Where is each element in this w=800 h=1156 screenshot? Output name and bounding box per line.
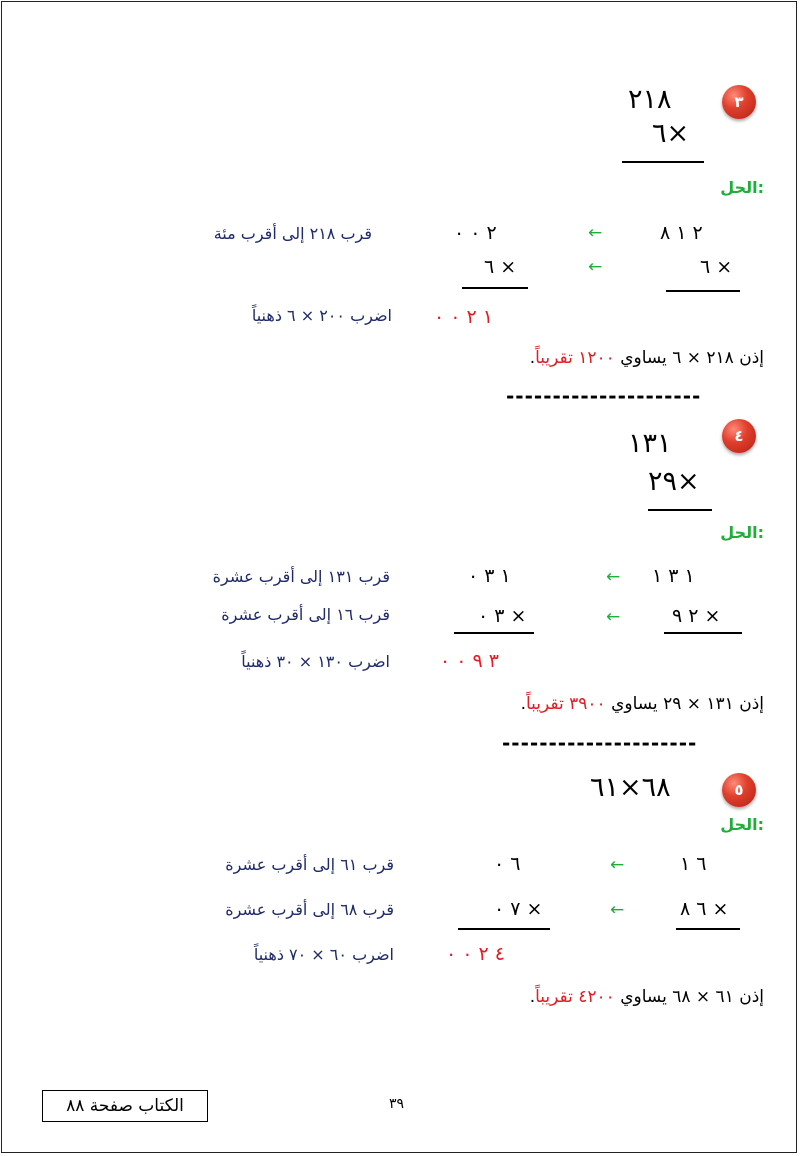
p5-underline-rounded bbox=[458, 928, 550, 930]
p4-conclusion-value: ٣٩٠٠ تقريباً bbox=[525, 694, 606, 714]
solution-label-3: الحل: bbox=[720, 178, 764, 197]
p5-conclusion-end: . bbox=[529, 987, 536, 1007]
p3-conclusion-end: . bbox=[529, 348, 536, 368]
problem-4-multiplier: ٢٩× bbox=[648, 466, 700, 497]
p3-underline-orig bbox=[666, 290, 740, 292]
p4-rounded-1: ١ ٣ ٠ bbox=[468, 565, 511, 587]
p3-round-text-1: قرب ٢١٨ إلى أقرب مئة bbox=[213, 224, 372, 243]
separator-2: --------------------- bbox=[502, 731, 698, 755]
problem-4-number: ٤ bbox=[734, 427, 744, 445]
p4-product-text: اضرب ١٣٠ × ٣٠ ذهنياً bbox=[241, 652, 390, 671]
p5-conclusion bbox=[530, 987, 764, 1007]
p4-underline-orig bbox=[664, 632, 742, 634]
arrow-icon: ← bbox=[606, 607, 621, 627]
p5-product-text: اضرب ٦٠ × ٧٠ ذهنياً bbox=[253, 945, 394, 964]
p4-underline-rounded bbox=[454, 632, 534, 634]
p5-rounded-2: ٧ ٠ × bbox=[494, 898, 543, 920]
p3-original-1: ٢ ١ ٨ bbox=[660, 222, 703, 244]
p3-rounded-1: ٢ ٠ ٠ bbox=[454, 222, 497, 244]
p5-product: ٤ ٢ ٠ ٠ bbox=[446, 943, 506, 965]
p5-rounded-1: ٦ ٠ bbox=[494, 853, 521, 875]
p5-underline-orig bbox=[676, 928, 740, 930]
page-number: ٣٩ bbox=[389, 1096, 405, 1112]
p3-conclusion bbox=[530, 348, 764, 368]
p3-original-2: ٦ × bbox=[700, 256, 733, 278]
problem-4-badge bbox=[722, 419, 756, 453]
p3-underline-rounded bbox=[462, 287, 528, 289]
p4-original-2: ٢ ٩ × bbox=[672, 605, 721, 627]
p3-conclusion-value: ١٢٠٠ تقريباً bbox=[535, 348, 615, 368]
p3-conclusion-pre: إذن ٢١٨ × ٦ يساوي bbox=[614, 348, 764, 368]
book-reference: الكتاب صفحة ٨٨ bbox=[66, 1096, 184, 1116]
arrow-icon: ← bbox=[610, 855, 625, 875]
p5-conclusion-value: ٤٢٠٠ تقريباً bbox=[535, 987, 615, 1007]
p4-round-text-1: قرب ١٣١ إلى أقرب عشرة bbox=[212, 567, 390, 586]
problem-5-expression: ٦٨×٦١ bbox=[590, 772, 671, 803]
p3-rounded-2: ٦ × bbox=[484, 256, 517, 278]
arrow-icon: ← bbox=[610, 900, 625, 920]
p4-product: ٣ ٩ ٠ ٠ bbox=[440, 650, 500, 672]
p5-conclusion-pre: إذن ٦١ × ٦٨ يساوي bbox=[614, 987, 764, 1007]
problem-3-underline bbox=[622, 161, 704, 163]
problem-4-top-number: ١٣١ bbox=[628, 428, 672, 459]
problem-5-badge bbox=[722, 773, 756, 807]
problem-3-multiplier: ٦× bbox=[652, 118, 690, 149]
solution-label-5: الحل: bbox=[720, 815, 764, 834]
problem-5-number: ٥ bbox=[734, 781, 744, 799]
problem-3-badge bbox=[722, 85, 756, 119]
p4-conclusion-pre: إذن ١٣١ × ٢٩ يساوي bbox=[605, 694, 764, 714]
p5-round-text-1: قرب ٦١ إلى أقرب عشرة bbox=[225, 855, 394, 874]
problem-3-number: ٣ bbox=[734, 93, 744, 111]
book-reference-box bbox=[42, 1090, 208, 1122]
separator-1: --------------------- bbox=[506, 384, 702, 408]
arrow-icon: ← bbox=[588, 257, 603, 277]
solution-label-4: الحل: bbox=[720, 523, 764, 542]
p5-original-1: ٦ ١ bbox=[680, 853, 707, 875]
p3-product: ١ ٢ ٠ ٠ bbox=[434, 306, 494, 328]
p4-conclusion-end: . bbox=[520, 694, 526, 714]
p4-round-text-2: قرب ١٦ إلى أقرب عشرة bbox=[221, 605, 390, 624]
problem-4-underline bbox=[648, 509, 712, 511]
p4-conclusion bbox=[521, 694, 764, 714]
p3-product-text: اضرب ٢٠٠ × ٦ ذهنياً bbox=[251, 306, 392, 325]
arrow-icon: ← bbox=[606, 567, 621, 587]
problem-3-top-number: ٢١٨ bbox=[628, 84, 672, 115]
p5-original-2: ٦ ٨ × bbox=[680, 898, 729, 920]
p4-original-1: ١ ٣ ١ bbox=[652, 565, 695, 587]
p4-rounded-2: ٣ ٠ × bbox=[478, 605, 527, 627]
arrow-icon: ← bbox=[588, 223, 603, 243]
p5-round-text-2: قرب ٦٨ إلى أقرب عشرة bbox=[225, 900, 394, 919]
